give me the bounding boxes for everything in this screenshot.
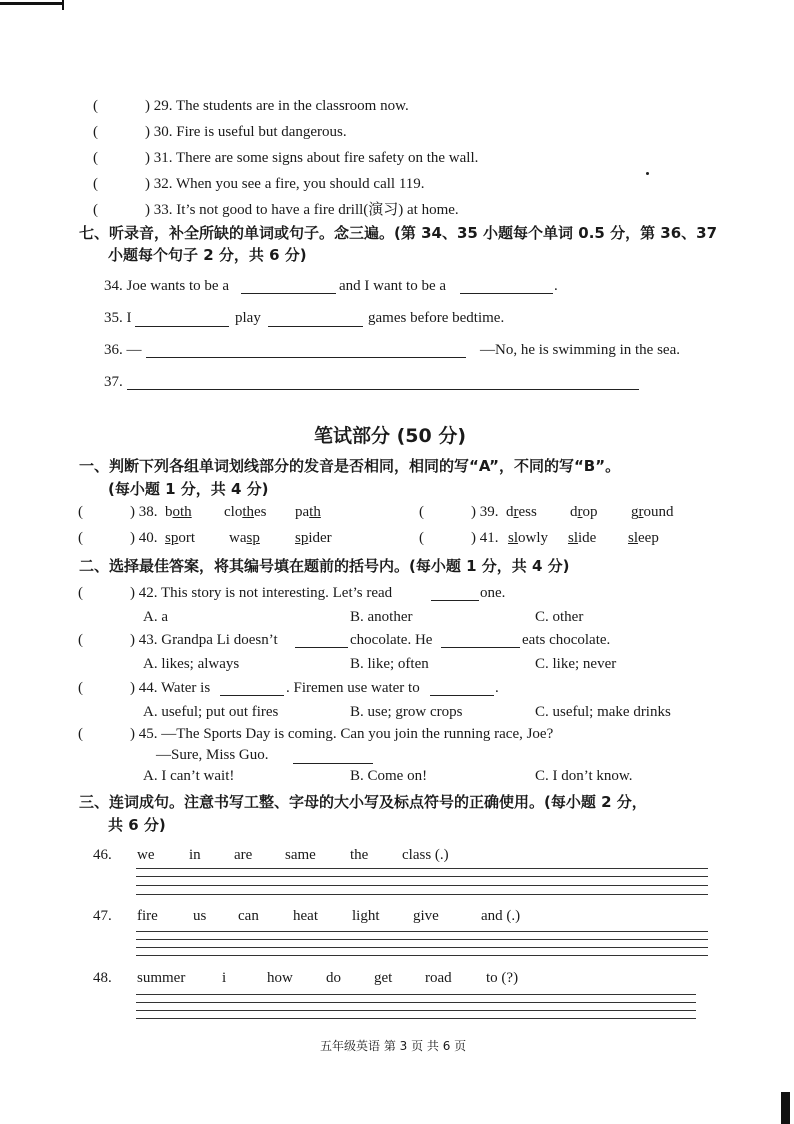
word-part: ound bbox=[643, 504, 674, 520]
q40-word-1 bbox=[165, 531, 195, 546]
q42-stem: ) 42. This story is not interesting. Let’s read bbox=[130, 585, 393, 601]
q45-stem: —Sure, Miss Guo. bbox=[156, 747, 269, 763]
q35-text: play bbox=[235, 310, 261, 326]
part1-heading: 一、判断下列各组单词划线部分的发音是否相同，相同的写“A”，不同的写“B”。 bbox=[79, 457, 621, 475]
q36-text: —No, he is swimming in the sea. bbox=[480, 342, 680, 358]
q43-blank-1[interactable] bbox=[295, 647, 348, 648]
answer-paren[interactable]: ( bbox=[78, 680, 83, 696]
q42-option-b[interactable]: B. another bbox=[350, 609, 413, 625]
part3-heading: 三、连词成句。注意书写工整、字母的大小写及标点符号的正确使用。(每小题 2 分， bbox=[79, 793, 647, 811]
word-part: pa bbox=[295, 504, 310, 520]
q40-word-2 bbox=[229, 531, 260, 546]
underlined-part: th bbox=[242, 504, 254, 520]
q44-blank-1[interactable] bbox=[220, 695, 284, 696]
q43-option-a[interactable]: A. likes; always bbox=[143, 656, 240, 672]
q34-blank-1[interactable] bbox=[241, 293, 336, 294]
q45-option-a[interactable]: A. I can’t wait! bbox=[143, 768, 235, 784]
underlined-part: sl bbox=[568, 530, 579, 546]
q47-number: 47. bbox=[93, 908, 112, 924]
q46-word: class (.) bbox=[402, 847, 449, 863]
word-part: clo bbox=[224, 504, 243, 520]
underlined-part: sp bbox=[246, 530, 260, 546]
q46-word: in bbox=[189, 847, 201, 863]
word-part: ort bbox=[178, 530, 196, 546]
answer-paren[interactable]: ( bbox=[93, 98, 98, 114]
word-part: ide bbox=[578, 530, 597, 546]
q47-word: and (.) bbox=[481, 908, 521, 924]
q46-word: the bbox=[350, 847, 369, 863]
q38-word-2 bbox=[224, 505, 267, 520]
q37-text: 37. bbox=[104, 374, 123, 390]
q39-word-2 bbox=[570, 505, 598, 520]
q42-blank[interactable] bbox=[431, 600, 479, 601]
q35-text: 35. I bbox=[104, 310, 132, 326]
q44-stem: ) 44. Water is bbox=[130, 680, 211, 696]
q34-blank-2[interactable] bbox=[460, 293, 553, 294]
q44-stem: . bbox=[495, 680, 499, 696]
q36-blank[interactable] bbox=[146, 357, 466, 358]
q48-word: get bbox=[374, 970, 393, 986]
q47-answer-lines[interactable] bbox=[136, 931, 708, 957]
scan-mark bbox=[62, 0, 64, 10]
question-33: ) 33. It’s not good to have a fire drill(演习) at home. bbox=[145, 202, 459, 218]
answer-paren[interactable]: ( bbox=[93, 176, 98, 192]
scan-speck bbox=[646, 172, 649, 175]
q42-option-c[interactable]: C. other bbox=[535, 609, 584, 625]
q46-number: 46. bbox=[93, 847, 112, 863]
q47-word: can bbox=[238, 908, 259, 924]
q36-text: 36. — bbox=[104, 342, 142, 358]
q48-word: i bbox=[222, 970, 227, 986]
q47-word: us bbox=[193, 908, 207, 924]
q46-word: same bbox=[285, 847, 316, 863]
q44-blank-2[interactable] bbox=[430, 695, 494, 696]
q40-number: ) 40. bbox=[130, 530, 158, 546]
answer-paren[interactable]: ( bbox=[78, 726, 83, 742]
scan-mark bbox=[0, 2, 62, 5]
section7-heading-cont: 小题每个句子 2 分，共 6 分) bbox=[108, 246, 307, 264]
q46-word: we bbox=[137, 847, 155, 863]
q47-word: light bbox=[352, 908, 380, 924]
q35-blank-2[interactable] bbox=[268, 326, 363, 327]
q41-word-2 bbox=[568, 531, 596, 546]
q43-stem: eats chocolate. bbox=[522, 632, 611, 648]
q48-word: to (?) bbox=[486, 970, 519, 986]
answer-paren[interactable]: ( bbox=[78, 504, 83, 520]
q42-stem: one. bbox=[480, 585, 506, 601]
q48-word: summer bbox=[137, 970, 186, 986]
q41-word-1 bbox=[508, 531, 548, 546]
q35-text: games before bedtime. bbox=[368, 310, 505, 326]
word-part: g bbox=[631, 504, 639, 520]
q45-stem: ) 45. —The Sports Day is coming. Can you join the running race, Joe? bbox=[130, 726, 554, 742]
word-part: d bbox=[570, 504, 578, 520]
answer-paren[interactable]: ( bbox=[93, 202, 98, 218]
q41-number: ) 41. bbox=[471, 530, 499, 546]
q43-stem: chocolate. He bbox=[350, 632, 433, 648]
section7-heading: 七、听录音，补全所缺的单词或句子。念三遍。(第 34、35 小题每个单词 0.5 分，第 36、37 bbox=[79, 224, 718, 242]
q38-word-1 bbox=[165, 505, 192, 520]
q46-word: are bbox=[234, 847, 253, 863]
q48-word: do bbox=[326, 970, 341, 986]
written-part-title: 笔试部分 (50 分) bbox=[314, 425, 467, 447]
q40-word-3 bbox=[295, 531, 332, 546]
q45-option-c[interactable]: C. I don’t know. bbox=[535, 768, 633, 784]
word-part: ider bbox=[308, 530, 332, 546]
q47-word: heat bbox=[293, 908, 318, 924]
question-30: ) 30. Fire is useful but dangerous. bbox=[145, 124, 347, 140]
q38-number: ) 38. bbox=[130, 504, 158, 520]
q43-option-b[interactable]: B. like; often bbox=[350, 656, 429, 672]
answer-paren[interactable]: ( bbox=[78, 585, 83, 601]
q48-word: how bbox=[267, 970, 293, 986]
answer-paren[interactable]: ( bbox=[419, 504, 424, 520]
q34-text: 34. Joe wants to be a bbox=[104, 278, 229, 294]
underlined-part: oth bbox=[172, 504, 192, 520]
q45-option-b[interactable]: B. Come on! bbox=[350, 768, 428, 784]
question-29: ) 29. The students are in the classroom now. bbox=[145, 98, 409, 114]
scan-mark bbox=[781, 1092, 790, 1124]
q46-answer-lines[interactable] bbox=[136, 868, 708, 894]
q47-word: fire bbox=[137, 908, 158, 924]
underlined-part: r bbox=[638, 504, 644, 520]
word-part: op bbox=[582, 504, 598, 520]
q38-word-3 bbox=[295, 505, 321, 520]
q48-answer-lines[interactable] bbox=[136, 994, 696, 1020]
q44-option-b[interactable]: B. use; grow crops bbox=[350, 704, 463, 720]
underlined-part: r bbox=[513, 504, 519, 520]
q42-option-a[interactable]: A. a bbox=[143, 609, 168, 625]
question-31: ) 31. There are some signs about fire safety on the wall. bbox=[145, 150, 479, 166]
underlined-part: sl bbox=[628, 530, 639, 546]
q45-blank[interactable] bbox=[293, 763, 373, 764]
q39-number: ) 39. bbox=[471, 504, 499, 520]
q39-word-3 bbox=[631, 505, 674, 520]
part1-heading-cont: (每小题 1 分，共 4 分) bbox=[108, 480, 269, 498]
underlined-part: sp bbox=[165, 530, 179, 546]
word-part: eep bbox=[638, 530, 659, 546]
q34-text: . bbox=[554, 278, 558, 294]
q35-blank-1[interactable] bbox=[135, 326, 229, 327]
word-part: b bbox=[165, 504, 173, 520]
answer-paren[interactable]: ( bbox=[78, 632, 83, 648]
q44-option-a[interactable]: A. useful; put out fires bbox=[143, 704, 279, 720]
q34-text: and I want to be a bbox=[339, 278, 447, 294]
answer-paren[interactable]: ( bbox=[419, 530, 424, 546]
word-part: d bbox=[506, 504, 514, 520]
answer-paren[interactable]: ( bbox=[93, 150, 98, 166]
word-part: wa bbox=[229, 530, 247, 546]
q43-blank-2[interactable] bbox=[441, 647, 520, 648]
word-part: owly bbox=[518, 530, 549, 546]
word-part: es bbox=[254, 504, 267, 520]
page-footer: 五年级英语 第 3 页 共 6 页 bbox=[320, 1039, 467, 1053]
q43-stem: ) 43. Grandpa Li doesn’t bbox=[130, 632, 278, 648]
underlined-part: th bbox=[309, 504, 321, 520]
answer-paren[interactable]: ( bbox=[93, 124, 98, 140]
q43-option-c[interactable]: C. like; never bbox=[535, 656, 617, 672]
underlined-part: r bbox=[577, 504, 583, 520]
q48-word: road bbox=[425, 970, 452, 986]
underlined-part: sl bbox=[508, 530, 519, 546]
question-32: ) 32. When you see a fire, you should call 119. bbox=[145, 176, 425, 192]
part2-heading: 二、选择最佳答案，将其编号填在题前的括号内。(每小题 1 分，共 4 分) bbox=[79, 557, 570, 575]
q41-word-3 bbox=[628, 531, 659, 546]
underlined-part: sp bbox=[295, 530, 309, 546]
q47-word: give bbox=[413, 908, 439, 924]
part3-heading-cont: 共 6 分) bbox=[108, 816, 166, 834]
answer-paren[interactable]: ( bbox=[78, 530, 83, 546]
q44-option-c[interactable]: C. useful; make drinks bbox=[535, 704, 671, 720]
q39-word-1 bbox=[506, 505, 537, 520]
q44-stem: . Firemen use water to bbox=[286, 680, 420, 696]
word-part: ess bbox=[518, 504, 537, 520]
q37-blank[interactable] bbox=[127, 389, 639, 390]
q48-number: 48. bbox=[93, 970, 112, 986]
